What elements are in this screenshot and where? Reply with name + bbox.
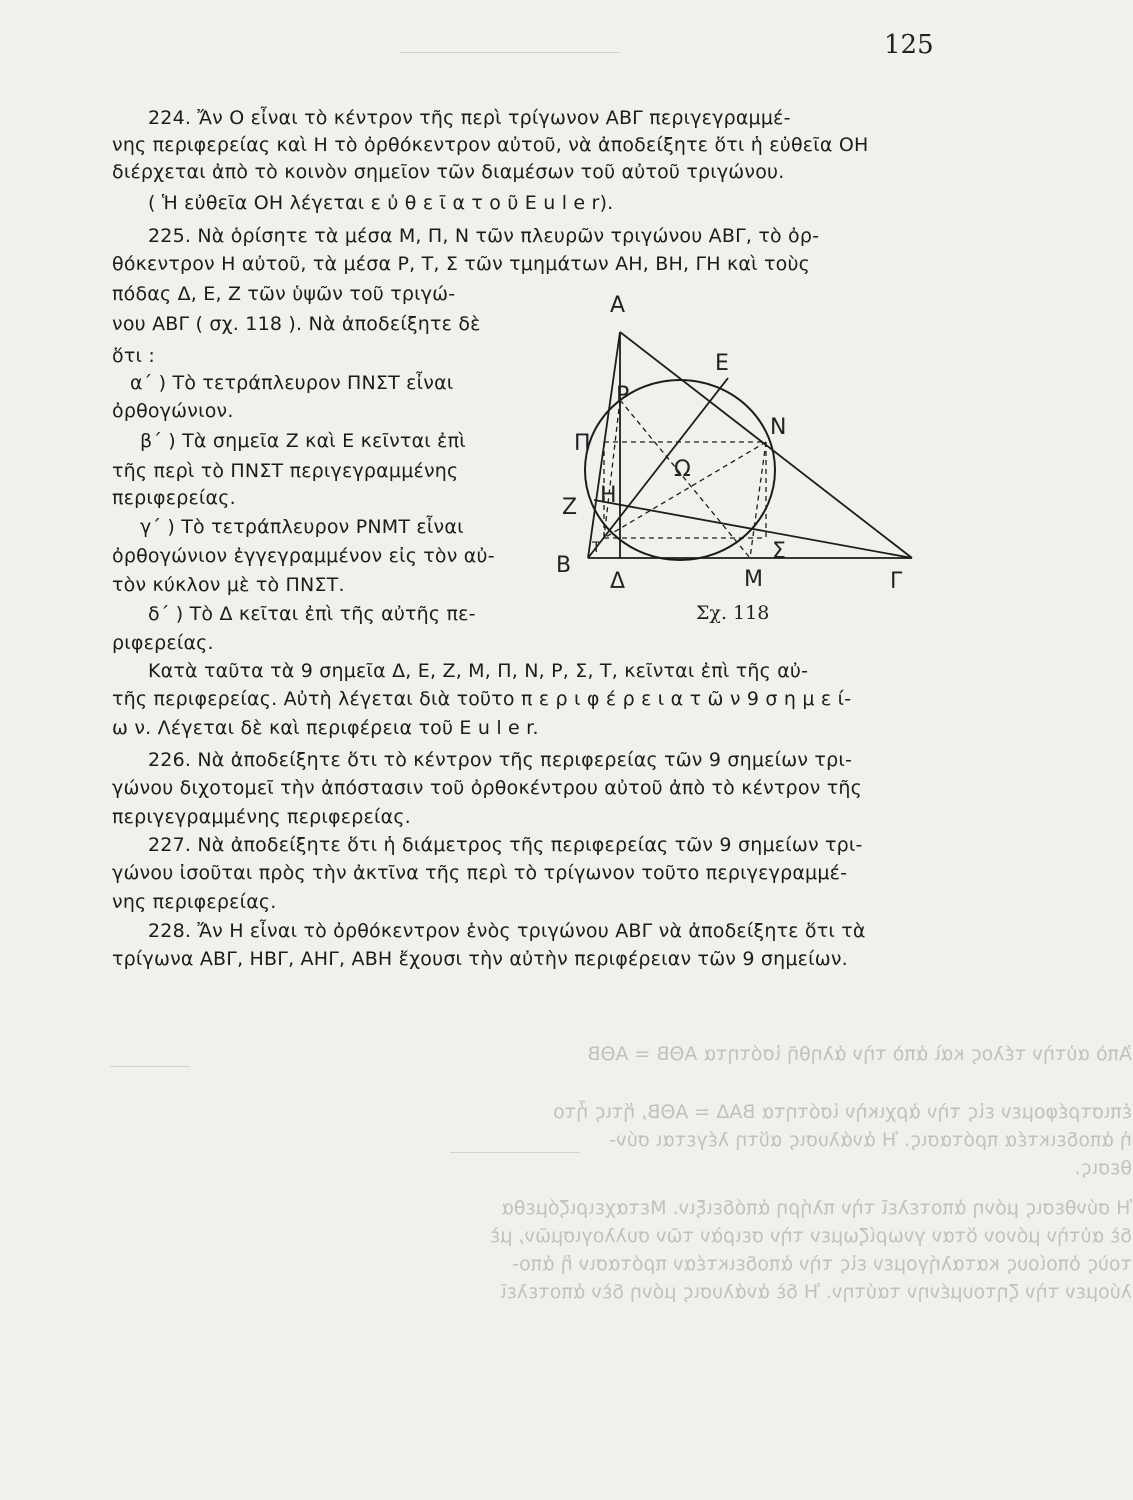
label-pi: Π bbox=[574, 431, 591, 456]
page-number: 125 bbox=[884, 30, 934, 60]
bleed-through-line: τοὺς ὁποίους καταλήγομεν εἰς τὴν ἀποδεικτέαν πρότασιν ἢ ἀπο- bbox=[512, 1253, 1132, 1275]
euler-line-note: ( Ἡ εὐθεῖα OH λέγεται ε ὐ θ ε ῖ α τ ο ῦ E u l e r). bbox=[148, 192, 614, 214]
exercise-224-line: νης περιφερείας καὶ H τὸ ὀρθόκεντρον αὐτοῦ, νὰ ἀποδείξητε ὅτι ἡ εὐθεῖα OH bbox=[112, 134, 869, 156]
segment-n-m bbox=[750, 442, 766, 558]
exercise-228-line: 228. Ἄν H εἶναι τὸ ὀρθόκεντρον ἑνὸς τριγώνου ΑΒΓ νὰ ἀποδείξητε ὅτι τὰ bbox=[148, 920, 866, 942]
exercise-227-line: νης περιφερείας. bbox=[112, 891, 277, 913]
exercise-225-line: ὅτι : bbox=[112, 345, 155, 367]
exercise-226-line: γώνου διχοτομεῖ τὴν ἀπόστασιν τοῦ ὀρθοκέντρου αὐτοῦ ἀπὸ τὸ κέντρον τῆς bbox=[112, 777, 862, 799]
label-omega: Ω bbox=[674, 457, 691, 482]
part-b-line: β΄ ) Τὰ σημεῖα Z καὶ E κεῖνται ἐπὶ bbox=[140, 430, 466, 452]
label-t: T bbox=[592, 540, 601, 556]
exercise-227-line: γώνου ἰσοῦται πρὸς τὴν ἀκτῖνα τῆς περὶ τὸ τρίγωνον τοῦτο περιγεγραμμέ- bbox=[112, 862, 848, 884]
part-c-line: γ΄ ) Τὸ τετράπλευρον PNMT εἶναι bbox=[140, 516, 464, 538]
bleed-through-line: λύομεν τὴν ζητουμένην ταύτην. Ἡ δὲ ἀνάλυσις μόνη δὲν ἀποτελεῖ bbox=[500, 1281, 1132, 1303]
part-c-line: τὸν κύκλον μὲ τὸ ΠΝΣΤ. bbox=[112, 574, 345, 596]
exercise-226-line: περιγεγραμμένης περιφερείας. bbox=[112, 806, 411, 828]
exercise-224-line: 224. Ἄν O εἶναι τὸ κέντρον τῆς περὶ τρίγωνον ΑΒΓ περιγεγραμμέ- bbox=[148, 107, 791, 129]
bleed-through-rule bbox=[110, 1066, 190, 1067]
exercise-225-line: θόκεντρον H αὐτοῦ, τὰ μέσα P, T, Σ τῶν τμημάτων AH, BH, ΓH καὶ τοὺς bbox=[112, 253, 810, 275]
bleed-through-rule bbox=[450, 1152, 580, 1153]
label-z: Z bbox=[562, 495, 578, 520]
nine-points-line: Κατὰ ταῦτα τὰ 9 σημεῖα Δ, E, Z, M, Π, N, P, Σ, T, κεῖνται ἐπὶ τῆς αὐ- bbox=[148, 660, 809, 682]
exercise-225-line: νου ΑΒΓ ( σχ. 118 ). Νὰ ἀποδείξητε δὲ bbox=[112, 313, 481, 335]
bleed-through-line: δὲ αὐτὴν μόνον ὅταν γνωρίζωμεν τὴν σειρὰν τῶν συλλογισμῶν, μὲ bbox=[490, 1225, 1132, 1247]
label-p: P bbox=[616, 383, 630, 408]
exercise-225-line: 225. Νὰ ὁρίσητε τὰ μέσα M, Π, N τῶν πλευρῶν τριγώνου ΑΒΓ, τὸ ὀρ- bbox=[148, 225, 820, 247]
part-b-line: τῆς περὶ τὸ ΠΝΣΤ περιγεγραμμένης bbox=[112, 460, 459, 482]
label-gamma: Γ bbox=[890, 569, 903, 594]
label-m: M bbox=[744, 567, 763, 592]
nine-points-line: ω ν. Λέγεται δὲ καὶ περιφέρεια τοῦ E u l e r. bbox=[112, 717, 539, 739]
exercise-224-line: διέρχεται ἀπὸ τὸ κοινὸν σημεῖον τῶν διαμέσων τοῦ αὐτοῦ τριγώνου. bbox=[112, 161, 785, 183]
bleed-through-line: ἐπιστρέφομεν εἰς τὴν ἀρχικὴν ἰσότητα ΒΑΔ = ΑΘΒ, ἥτις ἦτο bbox=[553, 1101, 1132, 1123]
label-delta: Δ bbox=[610, 569, 626, 594]
top-divider bbox=[400, 52, 620, 53]
part-b-line: περιφερείας. bbox=[112, 487, 236, 509]
bleed-through-line: Ἀπὸ αὐτὴν τέλος καὶ ἀπὸ τὴν ἀληθῆ ἰσότητα ΑΘΒ = ΑΘΒ bbox=[587, 1043, 1132, 1065]
label-sigma: Σ bbox=[772, 539, 786, 564]
exercise-227-line: 227. Νὰ ἀποδείξητε ὅτι ἡ διάμετρος τῆς περιφερείας τῶν 9 σημείων τρι- bbox=[148, 834, 863, 856]
nine-points-line: τῆς περιφερείας. Αὐτὴ λέγεται διὰ τοῦτο π ε ρ ι φ έ ρ ε ι α τ ῶ ν 9 σ η μ ε ί- bbox=[112, 688, 852, 710]
figure-caption: Σχ. 118 bbox=[696, 602, 770, 624]
part-d-line: ριφερείας. bbox=[112, 632, 214, 654]
bleed-through-line: Ἡ σύνθεσις μόνη ἀποτελεῖ τὴν πλήρη ἀπόδειξιν. Μεταχειριζόμεθα bbox=[501, 1197, 1132, 1219]
label-e: E bbox=[715, 351, 729, 376]
label-a: A bbox=[610, 293, 626, 318]
part-a-line: ὀρθογώνιον. bbox=[112, 400, 234, 422]
label-h: H bbox=[600, 483, 617, 508]
part-c-line: ὀρθογώνιον ἐγγεγραμμένον εἰς τὸν αὐ- bbox=[112, 545, 495, 567]
nine-point-circle-diagram bbox=[550, 290, 930, 630]
label-b: B bbox=[556, 553, 572, 578]
part-a-line: α΄ ) Τὸ τετράπλευρον ΠΝΣΤ εἶναι bbox=[130, 372, 454, 394]
altitude-gz bbox=[594, 500, 912, 558]
figure-118 bbox=[550, 290, 930, 630]
segment-p-t bbox=[604, 400, 620, 538]
part-d-line: δ΄ ) Τὸ Δ κεῖται ἐπὶ τῆς αὐτῆς πε- bbox=[148, 603, 476, 625]
exercise-228-line: τρίγωνα ΑΒΓ, HΒΓ, AHΓ, ΑΒH ἔχουσι τὴν αὐτὴν περιφέρειαν τῶν 9 σημείων. bbox=[112, 948, 848, 970]
label-n: N bbox=[770, 415, 787, 440]
exercise-226-line: 226. Νὰ ἀποδείξητε ὅτι τὸ κέντρον τῆς περιφερείας τῶν 9 σημείων τρι- bbox=[148, 749, 853, 771]
bleed-through-line: ἡ ἀποδεικτέα πρότασις. Ἡ ἀνάλυσις αὕτη λέγεται σύν- bbox=[609, 1129, 1132, 1151]
exercise-225-line: πόδας Δ, E, Z τῶν ὑψῶν τοῦ τριγώ- bbox=[112, 283, 456, 305]
bleed-through-line: θεσις. bbox=[1074, 1157, 1132, 1179]
